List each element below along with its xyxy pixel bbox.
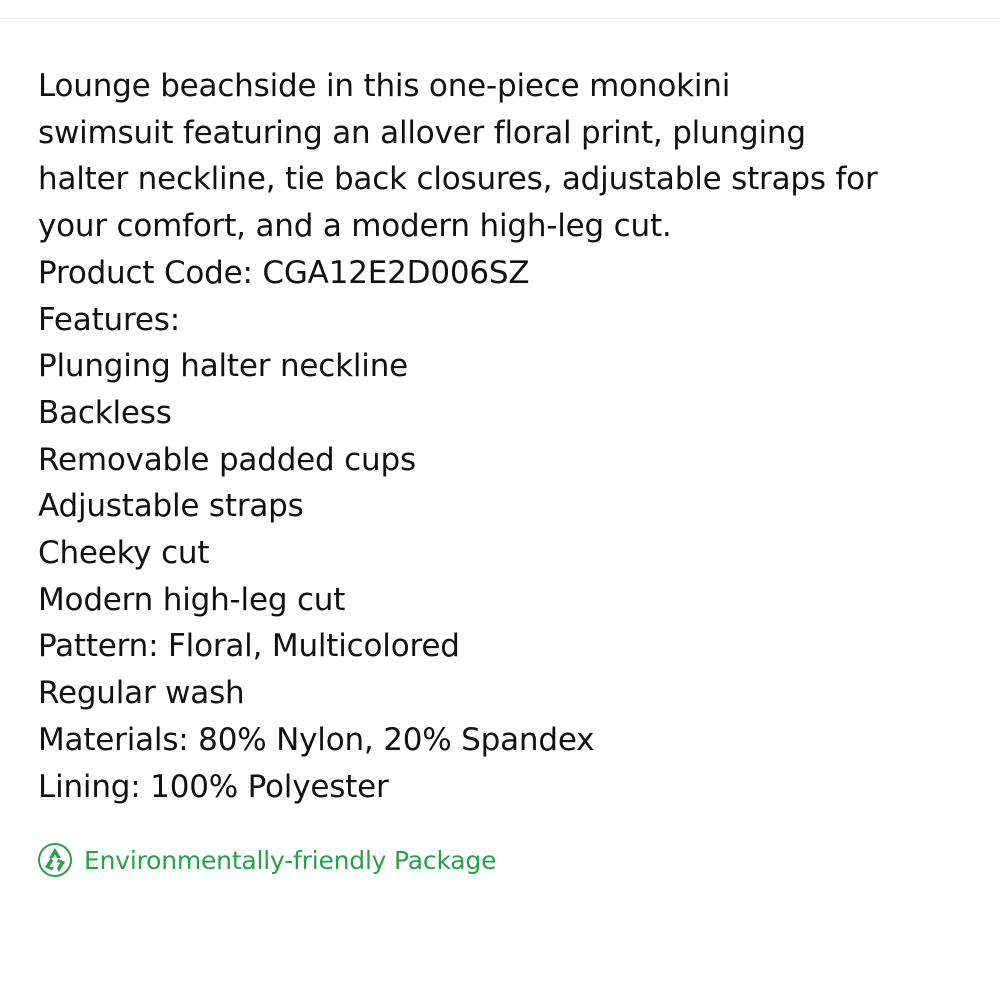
description-line: Lounge beachside in this one-piece monokini [38, 68, 731, 104]
description-line: swimsuit featuring an allover floral print, plunging [38, 114, 806, 151]
description-line: your comfort, and a modern high-leg cut. [38, 208, 672, 245]
eco-package-label: Environmentally-friendly Package [84, 845, 497, 875]
feature-item: Plunging halter neckline [38, 348, 409, 385]
description-line: halter neckline, tie back closures, adjustable straps for [38, 161, 878, 198]
recycle-icon [38, 843, 72, 877]
top-divider [0, 18, 1000, 19]
feature-item: Lining: 100% Polyester [38, 768, 389, 805]
feature-item: Materials: 80% Nylon, 20% Spandex [38, 721, 595, 758]
feature-item: Modern high-leg cut [38, 581, 346, 618]
feature-item: Backless [38, 394, 172, 431]
product-description [38, 63, 968, 810]
feature-item: Cheeky cut [38, 535, 210, 572]
eco-package-badge [38, 842, 496, 878]
product-code: Product Code: CGA12E2D006SZ [38, 254, 530, 291]
feature-item: Regular wash [38, 675, 245, 712]
features-heading: Features: [38, 301, 180, 338]
feature-item: Removable padded cups [38, 441, 416, 478]
feature-item: Adjustable straps [38, 488, 304, 525]
feature-item: Pattern: Floral, Multicolored [38, 628, 460, 665]
